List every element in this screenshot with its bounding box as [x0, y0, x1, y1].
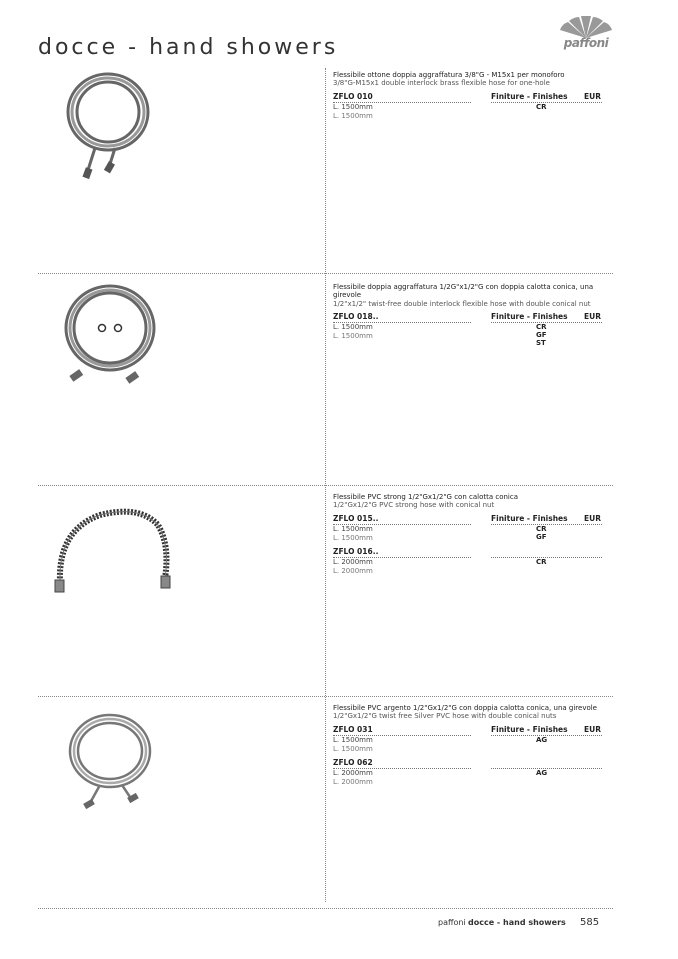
product-info [333, 71, 605, 123]
footer-brand: paffoni [438, 918, 466, 927]
finish-code: CR [536, 557, 547, 566]
section-divider [38, 696, 613, 697]
product-code: ZFLO 018.. [333, 312, 379, 322]
description-italian: Flessibile PVC argento 1/2"Gx1/2"G con doppia calotta conica, una girevole [333, 704, 597, 712]
section-divider [38, 273, 613, 274]
footer-section-title: docce - hand showers [468, 918, 566, 927]
finish-code: GF [536, 331, 547, 340]
length-english: L. 2000mm [333, 777, 373, 786]
finish-codes [536, 323, 547, 347]
description-italian: Flessibile doppia aggraffatura 1/2G"x1/2"G con doppia calotta conica, una girevole [333, 283, 594, 300]
product-code: ZFLO 015.. [333, 513, 379, 523]
product-info [333, 493, 605, 578]
logo-wordmark: paffoni [563, 36, 609, 50]
finish-codes [536, 769, 547, 777]
length-values [333, 736, 373, 754]
description-english: 1/2"Gx1/2"G PVC strong hose with conical nut [333, 501, 495, 510]
description-italian: Flessibile PVC strong 1/2"Gx1/2"G con calotta conica [333, 493, 519, 501]
finish-code: ST [536, 339, 546, 348]
page-title: docce - hand showers [38, 34, 339, 60]
length-values [333, 525, 373, 543]
finish-codes [536, 558, 547, 566]
length-english: L. 2000mm [333, 566, 373, 575]
product-code: ZFLO 062 [333, 757, 373, 767]
finish-code: CR [536, 524, 547, 533]
length-english: L. 1500mm [333, 331, 373, 340]
finish-codes [536, 525, 547, 541]
description-english: 1/2"x1/2" twist-free double interlock flexible hose with double conical nut [333, 299, 591, 308]
length-italian: L. 2000mm [333, 768, 373, 777]
finish-code: AG [536, 768, 548, 777]
length-values [333, 558, 373, 576]
length-english: L. 1500mm [333, 111, 373, 120]
product-code: ZFLO 010 [333, 91, 373, 101]
length-italian: L. 1500mm [333, 102, 373, 111]
eur-header: EUR [584, 724, 601, 734]
description-italian: Flessibile ottone doppia aggraffatura 3/8"G - M15x1 per monoforo [333, 71, 565, 79]
length-english: L. 1500mm [333, 533, 373, 542]
length-values [333, 323, 373, 341]
finishes-header: Finiture - Finishes [491, 724, 568, 734]
finish-codes [536, 103, 547, 111]
finish-code: CR [536, 323, 547, 332]
length-values [333, 769, 373, 787]
section-divider [38, 485, 613, 486]
silver-pvc-hose-image [40, 709, 180, 823]
length-italian: L. 2000mm [333, 557, 373, 566]
eur-header: EUR [584, 91, 601, 101]
length-values [333, 103, 373, 121]
finishes-header: Finiture - Finishes [491, 312, 568, 322]
pvc-strong-hose-image [40, 500, 180, 604]
paffoni-logo [556, 16, 616, 54]
product-info [333, 283, 605, 353]
length-italian: L. 1500mm [333, 323, 373, 332]
finish-code: AG [536, 735, 548, 744]
length-italian: L. 1500mm [333, 735, 373, 744]
finish-codes [536, 736, 547, 744]
product-info [333, 704, 605, 789]
product-code: ZFLO 016.. [333, 546, 379, 556]
brass-hose-image [40, 68, 180, 187]
eur-header: EUR [584, 513, 601, 523]
section-divider [38, 908, 613, 909]
double-interlock-hose-image [40, 280, 180, 399]
finishes-header: Finiture - Finishes [491, 91, 568, 101]
length-english: L. 1500mm [333, 744, 373, 753]
finish-code: CR [536, 102, 547, 111]
page-number: 585 [580, 917, 600, 928]
finish-code: GF [536, 532, 547, 541]
description-english: 1/2"Gx1/2"G twist free Silver PVC hose with double conical nuts [333, 712, 557, 721]
description-english: 3/8"G-M15x1 double interlock brass flexible hose for one-hole [333, 79, 550, 88]
finishes-header: Finiture - Finishes [491, 513, 568, 523]
length-italian: L. 1500mm [333, 524, 373, 533]
product-code: ZFLO 031 [333, 724, 373, 734]
eur-header: EUR [584, 312, 601, 322]
